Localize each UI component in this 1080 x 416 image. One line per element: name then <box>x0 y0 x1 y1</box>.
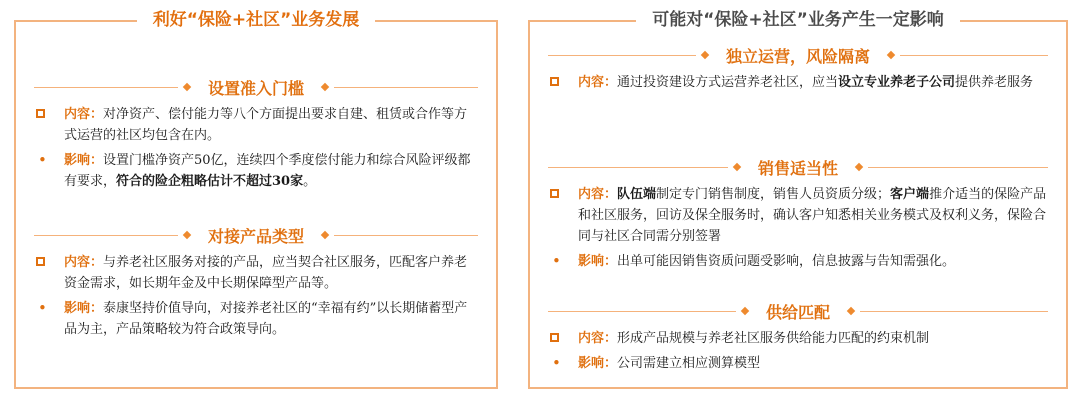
content-item: 内容：形成产品规模与养老社区服务供给能力匹配的约束机制 <box>548 328 1048 349</box>
section-heading: 销售适当性 <box>548 154 1048 180</box>
diamond-icon <box>847 307 855 315</box>
dot-bullet-icon: • <box>552 252 561 270</box>
impact-item: • 影响：公司需建立相应测算模型 <box>552 354 761 372</box>
dot-bullet-icon: • <box>552 354 561 372</box>
left-panel <box>14 10 498 389</box>
section-product-type <box>34 222 478 340</box>
diamond-icon <box>855 163 863 171</box>
section-access-threshold <box>34 74 478 192</box>
square-bullet-icon <box>36 109 45 118</box>
dot-bullet-icon: • <box>38 151 47 169</box>
square-bullet-icon <box>550 333 559 342</box>
right-panel-title: 可能对“保险+社区”业务产生一定影响 <box>530 8 1066 32</box>
impact-item: • 影响：出单可能因销售资质问题受影响，信息披露与告知需强化。 <box>552 252 956 270</box>
square-bullet-icon <box>36 257 45 266</box>
diamond-icon <box>321 83 329 91</box>
section-supply-matching <box>548 298 1048 374</box>
diamond-icon <box>183 231 191 239</box>
section-heading: 独立运营，风险隔离 <box>548 42 1048 68</box>
square-bullet-icon <box>550 77 559 86</box>
content-item: 内容：与养老社区服务对接的产品，应当契合社区服务，匹配客户养老资金需求，如长期年金及中长期保障型产品等。 <box>34 252 478 294</box>
diamond-icon <box>887 51 895 59</box>
diamond-icon <box>321 231 329 239</box>
diamond-icon <box>183 83 191 91</box>
right-panel <box>528 10 1068 389</box>
left-panel-title: 利好“保险+社区”业务发展 <box>16 8 496 32</box>
diamond-icon <box>741 307 749 315</box>
dot-bullet-icon: • <box>38 299 47 317</box>
impact-item: • 影响：设置门槛净资产50亿，连续四个季度偿付能力和综合风险评级都有要求，符合的险企粗略估计不超过30家。 <box>38 151 471 189</box>
square-bullet-icon <box>550 189 559 198</box>
section-heading: 设置准入门槛 <box>34 74 478 100</box>
section-heading: 供给匹配 <box>548 298 1048 324</box>
content-item: 内容：队伍端制定专门销售制度，销售人员资质分级；客户端推介适当的保险产品和社区服务，回访及保全服务时，确认客户知悉相关业务模式及权利义务，保险合同与社区合同需分别签署 <box>548 184 1048 247</box>
section-independent-operation <box>548 42 1048 93</box>
section-heading: 对接产品类型 <box>34 222 478 248</box>
content-item: 内容：通过投资建设方式运营养老社区，应当设立专业养老子公司提供养老服务 <box>548 72 1048 93</box>
section-sales-suitability <box>548 154 1048 272</box>
diamond-icon <box>733 163 741 171</box>
content-item: 内容：对净资产、偿付能力等八个方面提出要求自建、租赁或合作等方式运营的社区均包含在内。 <box>34 104 478 146</box>
impact-item: • 影响：泰康坚持价值导向，对接养老社区的“幸福有约”以长期储蓄型产品为主，产品策略较为符合政策导向。 <box>38 299 468 337</box>
diamond-icon <box>701 51 709 59</box>
